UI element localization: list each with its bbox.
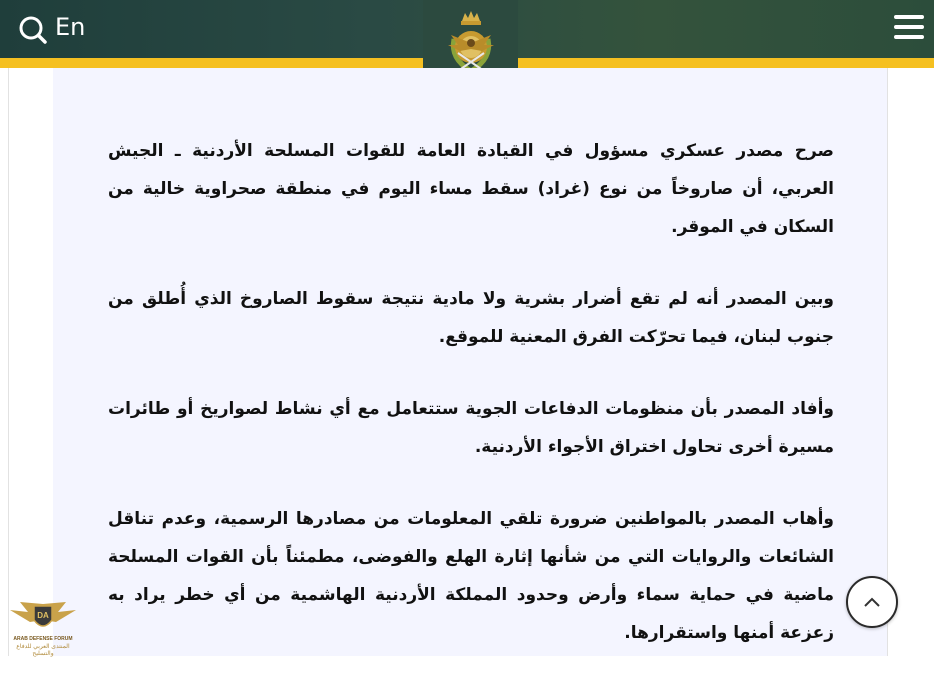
search-button[interactable] xyxy=(18,15,48,45)
article-paragraph-4: وأهاب المصدر بالمواطنين ضرورة تلقي المعلومات من مصادرها الرسمية، وعدم تناقل الشائعات والروايات التي من شأنها إثارة الهلع والفوضى، مطمئناً بأن القوات المسلحة ماضية في حماية سماء وأرض وحدود المملكة الأردنية الهاشمية من أي خطر يراد به زعزعة أمنها واستقرارها. xyxy=(108,509,834,643)
page-border-left xyxy=(8,68,9,656)
scroll-to-top-button[interactable] xyxy=(846,576,898,628)
article-paragraph-2: وبين المصدر أنه لم تقع أضرار بشرية ولا مادية نتيجة سقوط الصاروخ الذي أُطلق من جنوب لبنان، فيما تحرّكت الفرق المعنية للموقع. xyxy=(108,289,834,347)
watermark-line-2: المنتدى العربي للدفاع والتسليح xyxy=(16,644,70,657)
page-border-right xyxy=(887,68,888,656)
article-paragraph-1: صرح مصدر عسكري مسؤول في القيادة العامة للقوات المسلحة الأردنية ـ الجيش العربي، أن صاروخاً من نوع (غراد) سقط مساء اليوم في منطقة صحراوية خالية من السكان في الموقر. xyxy=(108,141,834,237)
shield-wings-icon xyxy=(6,598,80,638)
search-icon xyxy=(18,15,48,45)
language-switch-link[interactable]: En xyxy=(55,13,86,41)
svg-text:DA: DA xyxy=(37,611,49,620)
news-article-body xyxy=(108,132,834,686)
article-paragraph-3: وأفاد المصدر بأن منظومات الدفاعات الجوية ستتعامل مع أي نشاط لصواريخ أو طائرات مسيرة أخرى تحاول اختراق الأجواء الأردنية. xyxy=(108,399,834,457)
hamburger-menu-icon xyxy=(894,15,924,19)
hamburger-menu-button[interactable] xyxy=(894,15,924,41)
chevron-up-icon xyxy=(862,595,882,609)
watermark-line-1: ARAB DEFENSE FORUM xyxy=(13,636,73,642)
forum-watermark-logo xyxy=(6,598,80,657)
